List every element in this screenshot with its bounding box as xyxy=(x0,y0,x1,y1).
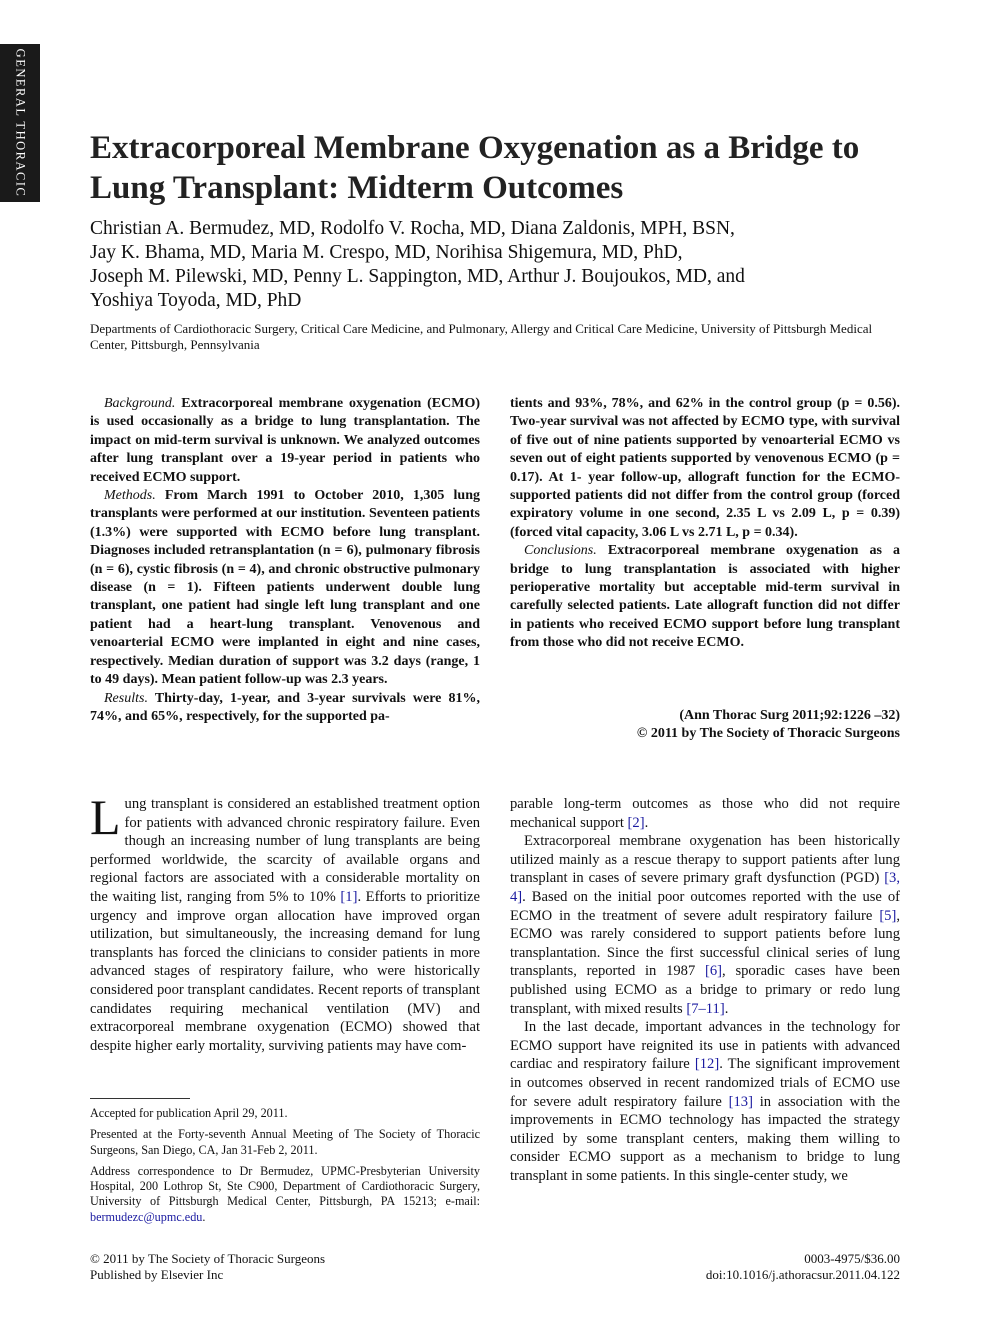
intro-paragraph xyxy=(90,789,480,1055)
body-text: , sporadic cases have been published using ECMO as a bridge to primary or redo lung transplant, with mixed results xyxy=(510,963,900,1017)
email-link[interactable]: bermudezc@upmc.edu xyxy=(90,1209,203,1224)
intro-text-continued: . Efforts to prioritize urgency and improve organ allocation have improved organ utilization, but simultaneously, the increasing demand for lung transplants has forced the clinicians to consider patients in more advanced stages of respiratory failure, who were historically considered poor transplant candidates. Recent reports of transplant candidates requiring mechanical ventilation (MV) and extracorporeal membrane oxygenation (ECMO) showed that despite higher early mortality, surviving patients may have com- xyxy=(90,888,480,1054)
intro-text: ung transplant is considered an established treatment option for patients with advanced chronic respiratory failure. Even though an increasing number of lung transplants are being performed worldwide, the scarcity of available organs and regional factors are associated with a considerable mortality on the waiting list, ranging from 5% to 10% xyxy=(90,796,480,905)
author-list xyxy=(90,217,910,313)
body-text: In the last decade, important advances in the technology for ECMO support have reignited its use in patients with advanced cardiac and respiratory failure xyxy=(510,1019,900,1073)
footnote-presented: Presented at the Forty-seventh Annual Meeting of The Society of Thoracic Surgeons, San Diego, CA, Jan 31-Feb 2, 2011. xyxy=(90,1127,480,1157)
footer-issn: 0003-4975/$36.00 xyxy=(804,1251,900,1266)
body-text: . xyxy=(724,1000,729,1017)
footer-doi: doi:10.1016/j.athoracsur.2011.04.122 xyxy=(705,1266,900,1282)
reference-link[interactable]: [5] xyxy=(879,907,897,924)
abstract-results xyxy=(90,690,480,727)
body-text: , ECMO was rarely considered to support patients before lung transplantation. Since the first successful clinical series of lung transplants, reported in 1987 xyxy=(510,907,900,980)
abstract-methods xyxy=(90,487,480,689)
reference-link[interactable]: [3, 4] xyxy=(510,870,900,905)
body-text: . The significant improvement in outcomes observed in recent randomized trials of ECMO use for severe adult respiratory failure xyxy=(510,1056,900,1110)
footnote-divider xyxy=(90,1098,190,1099)
methods-label: Methods. xyxy=(104,488,156,504)
methods-text: From March 1991 to October 2010, 1,305 lung transplants were performed at our institution. Seventeen patients (1.3%) were supported with ECMO before lung transplant. Diagnoses included retransplantation (n = 6), pulmonary fibrosis (n = 6), cystic fibrosis (n = 4), and chronic obstructive pulmonary disease (n = 1). Fifteen patients underwent double lung transplant, one patient had single left lung transplant and one patient had a heart-lung transplant. Venovenous and venoarterial ECMO were implanted in eight and nine cases, respectively. Median duration of support was 3.2 days (range, 1 to 49 days). Mean patient follow-up was 2.3 years. xyxy=(90,488,480,688)
abstract-background xyxy=(90,395,480,487)
author-line: Joseph M. Pilewski, MD, Penny L. Sappington, MD, Arthur J. Boujoukos, MD, and xyxy=(90,266,745,287)
body-left-column xyxy=(90,789,480,1055)
footer-right xyxy=(500,1251,900,1282)
address-text: Address correspondence to Dr Bermudez, UPMC-Presbyterian University Hospital, 200 Lothrop St, Ste C900, Department of Cardiothoracic Surgery, University of Pittsburgh Medical Center, Pittsburgh, PA 15213; e-mail: xyxy=(90,1163,480,1209)
article-title: Extracorporeal Membrane Oxygenation as a Bridge to Lung Transplant: Midterm Outcomes xyxy=(90,130,860,206)
reference-link[interactable]: [1] xyxy=(340,888,358,905)
conclusions-label: Conclusions. xyxy=(524,543,597,559)
results-text: Thirty-day, 1-year, and 3-year survivals were 81%, 74%, and 65%, respectively, for the supported pa- xyxy=(90,690,480,724)
conclusions-text: Extracorporeal membrane oxygenation as a bridge to lung transplantation is associated with higher perioperative mortality but acceptable mid-term survival in carefully selected patients. Late allograft function did not differ in patients who received ECMO support before lung transplant from those who did not receive ECMO. xyxy=(510,543,900,651)
abstract-results-continued: tients and 93%, 78%, and 62% in the control group (p = 0.56). Two-year survival was not affected by ECMO type, with survival of five out of nine patients supported by venoarterial ECMO vs seven out of eight patients supported by venovenous ECMO (p = 0.17). At 1- year follow-up, allograft function for the ECMO-supported patients did not differ from the control group (forced expiratory volume in one second, 2.35 L vs 2.09 L, p = 0.39) (forced vital capacity, 3.06 L vs 2.71 L, p = 0.34). xyxy=(510,396,900,540)
reference-link[interactable]: [12] xyxy=(694,1056,720,1073)
body-right-column xyxy=(510,795,900,1185)
reference-link[interactable]: [13] xyxy=(728,1093,753,1110)
section-tab xyxy=(0,44,40,202)
author-line: Jay K. Bhama, MD, Maria M. Crespo, MD, Norihisa Shigemura, MD, PhD, xyxy=(90,242,683,263)
body-paragraph xyxy=(510,795,900,832)
reference-link[interactable]: [2] xyxy=(627,814,645,831)
footnotes xyxy=(90,1106,480,1231)
body-text: Extracorporeal membrane oxygenation has been historically utilized mainly as a rescue therapy to support patients after lung transplant in cases of severe primary graft dysfunction (PGD) xyxy=(510,833,900,887)
body-text: in association with the improvements in ECMO technology has impacted the strategy utilized by some transplant centers, making them willing to consider ECMO support as a mechanism to bridge to lung transplant in some patients. In this single-center study, we xyxy=(510,1093,900,1184)
reference-link[interactable]: [7–11] xyxy=(686,1000,725,1017)
section-tab-label: GENERAL THORACIC xyxy=(13,48,28,198)
footer-publisher: Published by Elsevier Inc xyxy=(90,1266,224,1282)
footnote-address xyxy=(90,1164,480,1225)
reference-link[interactable]: [6] xyxy=(705,963,723,980)
body-text: parable long-term outcomes as those who did not require mechanical support xyxy=(510,796,900,831)
background-label: Background. xyxy=(104,396,176,411)
author-line: Christian A. Bermudez, MD, Rodolfo V. Rocha, MD, Diana Zaldonis, MPH, BSN, xyxy=(90,218,735,239)
body-paragraph xyxy=(510,832,900,1018)
citation-copyright: © 2011 by The Society of Thoracic Surgeons xyxy=(636,726,900,742)
body-paragraph xyxy=(510,1018,900,1185)
body-text: . Based on the initial poor outcomes reported with the use of ECMO in the treatment of severe adult respiratory failure xyxy=(510,888,900,924)
drop-cap: L xyxy=(90,789,121,845)
citation-block xyxy=(510,707,900,744)
footer-copyright: © 2011 by The Society of Thoracic Surgeons xyxy=(90,1251,326,1266)
abstract-left-column xyxy=(90,395,480,726)
results-label: Results. xyxy=(104,690,148,706)
background-text: Extracorporeal membrane oxygenation (ECMO) is used occasionally as a bridge to lung transplantation. The impact on mid-term survival is unknown. We analyzed outcomes after lung transplant over a 19-year period in patients who received ECMO support. xyxy=(90,396,480,485)
footer-left xyxy=(90,1251,490,1282)
abstract-conclusions xyxy=(510,542,900,652)
address-end: . xyxy=(202,1209,206,1224)
affiliation: Departments of Cardiothoracic Surgery, Critical Care Medicine, and Pulmonary, Allergy and Critical Care Medicine, University of Pittsburgh Medical Center, Pittsburgh, Pennsylvania xyxy=(90,321,873,352)
abstract-right-column xyxy=(510,395,900,653)
body-text: . xyxy=(644,814,649,831)
author-line: Yoshiya Toyoda, MD, PhD xyxy=(90,290,302,311)
journal-citation: (Ann Thorac Surg 2011;92:1226 –32) xyxy=(679,708,900,723)
footnote-accepted: Accepted for publication April 29, 2011. xyxy=(90,1106,288,1120)
